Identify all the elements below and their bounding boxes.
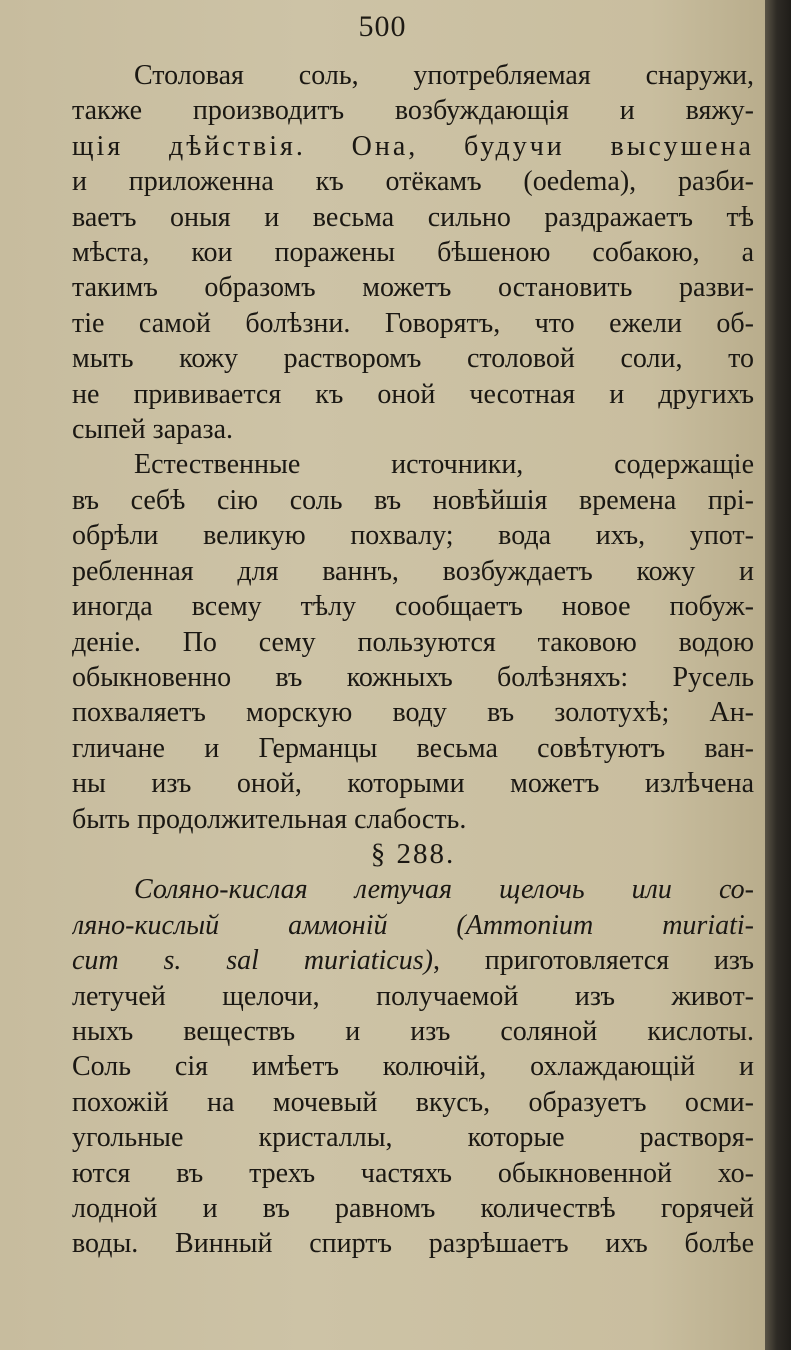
text-line: ны изъ оной, которыми можетъ излѣчена bbox=[72, 768, 754, 800]
text-fragment: , приготовляется изъ bbox=[432, 945, 754, 977]
paragraph-table-salt bbox=[72, 58, 754, 447]
page-text bbox=[72, 58, 754, 1262]
text-line bbox=[72, 943, 754, 978]
text-line: лодной и въ равномъ количествѣ горячей bbox=[72, 1193, 754, 1224]
text-line: мѣста, кои поражены бѣшеною собакою, а bbox=[72, 237, 754, 269]
paragraph-ammonium-chloride bbox=[72, 872, 754, 1261]
text-line: ныхъ веществъ и изъ соляной кислоты. bbox=[72, 1015, 754, 1047]
paragraph-natural-springs bbox=[72, 447, 754, 836]
text-line-italic: Соляно-кислая летучая щелочь или со- bbox=[134, 874, 754, 906]
text-line: обрѣли великую похвалу; вода ихъ, упот- bbox=[72, 520, 754, 552]
text-line: угольные кристаллы, которые растворя- bbox=[72, 1122, 754, 1154]
text-line: и приложенна къ отёкамъ (oedema), разби- bbox=[72, 166, 754, 198]
text-line: въ себѣ сію соль въ новѣйшія времена прі- bbox=[72, 484, 754, 516]
text-line: Столовая соль, употребляемая снаружи, bbox=[134, 60, 754, 91]
text-line: воды. Винный спиртъ разрѣшаетъ ихъ болѣе bbox=[72, 1228, 754, 1260]
text-line: такимъ образомъ можетъ остановить разви- bbox=[72, 272, 754, 304]
text-line: быть продолжительная слабость. bbox=[72, 803, 467, 835]
text-line: щія дѣйствія. Она, будучи высушена bbox=[72, 130, 754, 162]
latin-term: cum s. sal muriaticus) bbox=[72, 945, 433, 977]
text-line: сыпей зараза. bbox=[72, 414, 234, 446]
text-line: не прививается къ оной чесотная и другихъ bbox=[72, 378, 754, 410]
text-line: деніе. По сему пользуются таковою водою bbox=[72, 626, 754, 658]
text-line: ребленная для ваннъ, возбуждаетъ кожу и bbox=[72, 555, 754, 587]
text-line: ются въ трехъ частяхъ обыкновенной хо- bbox=[72, 1157, 754, 1189]
page-number: 500 bbox=[358, 10, 407, 43]
text-line: Естественные источники, содержащіе bbox=[134, 449, 754, 481]
text-line: похожій на мочевый вкусъ, образуетъ осми- bbox=[72, 1086, 754, 1118]
text-line: обыкновенно въ кожныхъ болѣзняхъ: Русель bbox=[72, 661, 754, 693]
book-spine-shadow bbox=[765, 0, 791, 1350]
section-heading: § 288. bbox=[370, 837, 456, 870]
text-line: похваляетъ морскую воду въ золотухѣ; Ан- bbox=[72, 697, 754, 729]
text-line: ваетъ оныя и весьма сильно раздражаетъ тѣ bbox=[72, 201, 754, 233]
text-line: Соль сія имѣетъ колючій, охлаждающій и bbox=[72, 1051, 754, 1083]
text-line-italic: ляно-кислый аммоній (Ammonium muriati- bbox=[72, 909, 754, 941]
text-line: мыть кожу растворомъ столовой соли, то bbox=[72, 343, 754, 375]
text-line: тіе самой болѣзни. Говорятъ, что ежели об- bbox=[72, 307, 754, 339]
text-line: гличане и Германцы весьма совѣтуютъ ван- bbox=[72, 732, 754, 764]
text-line: летучей щелочи, получаемой изъ живот- bbox=[72, 980, 754, 1012]
text-line: также производитъ возбуждающія и вяжу- bbox=[72, 95, 754, 127]
text-line: иногда всему тѣлу сообщаетъ новое побуж- bbox=[72, 591, 754, 623]
